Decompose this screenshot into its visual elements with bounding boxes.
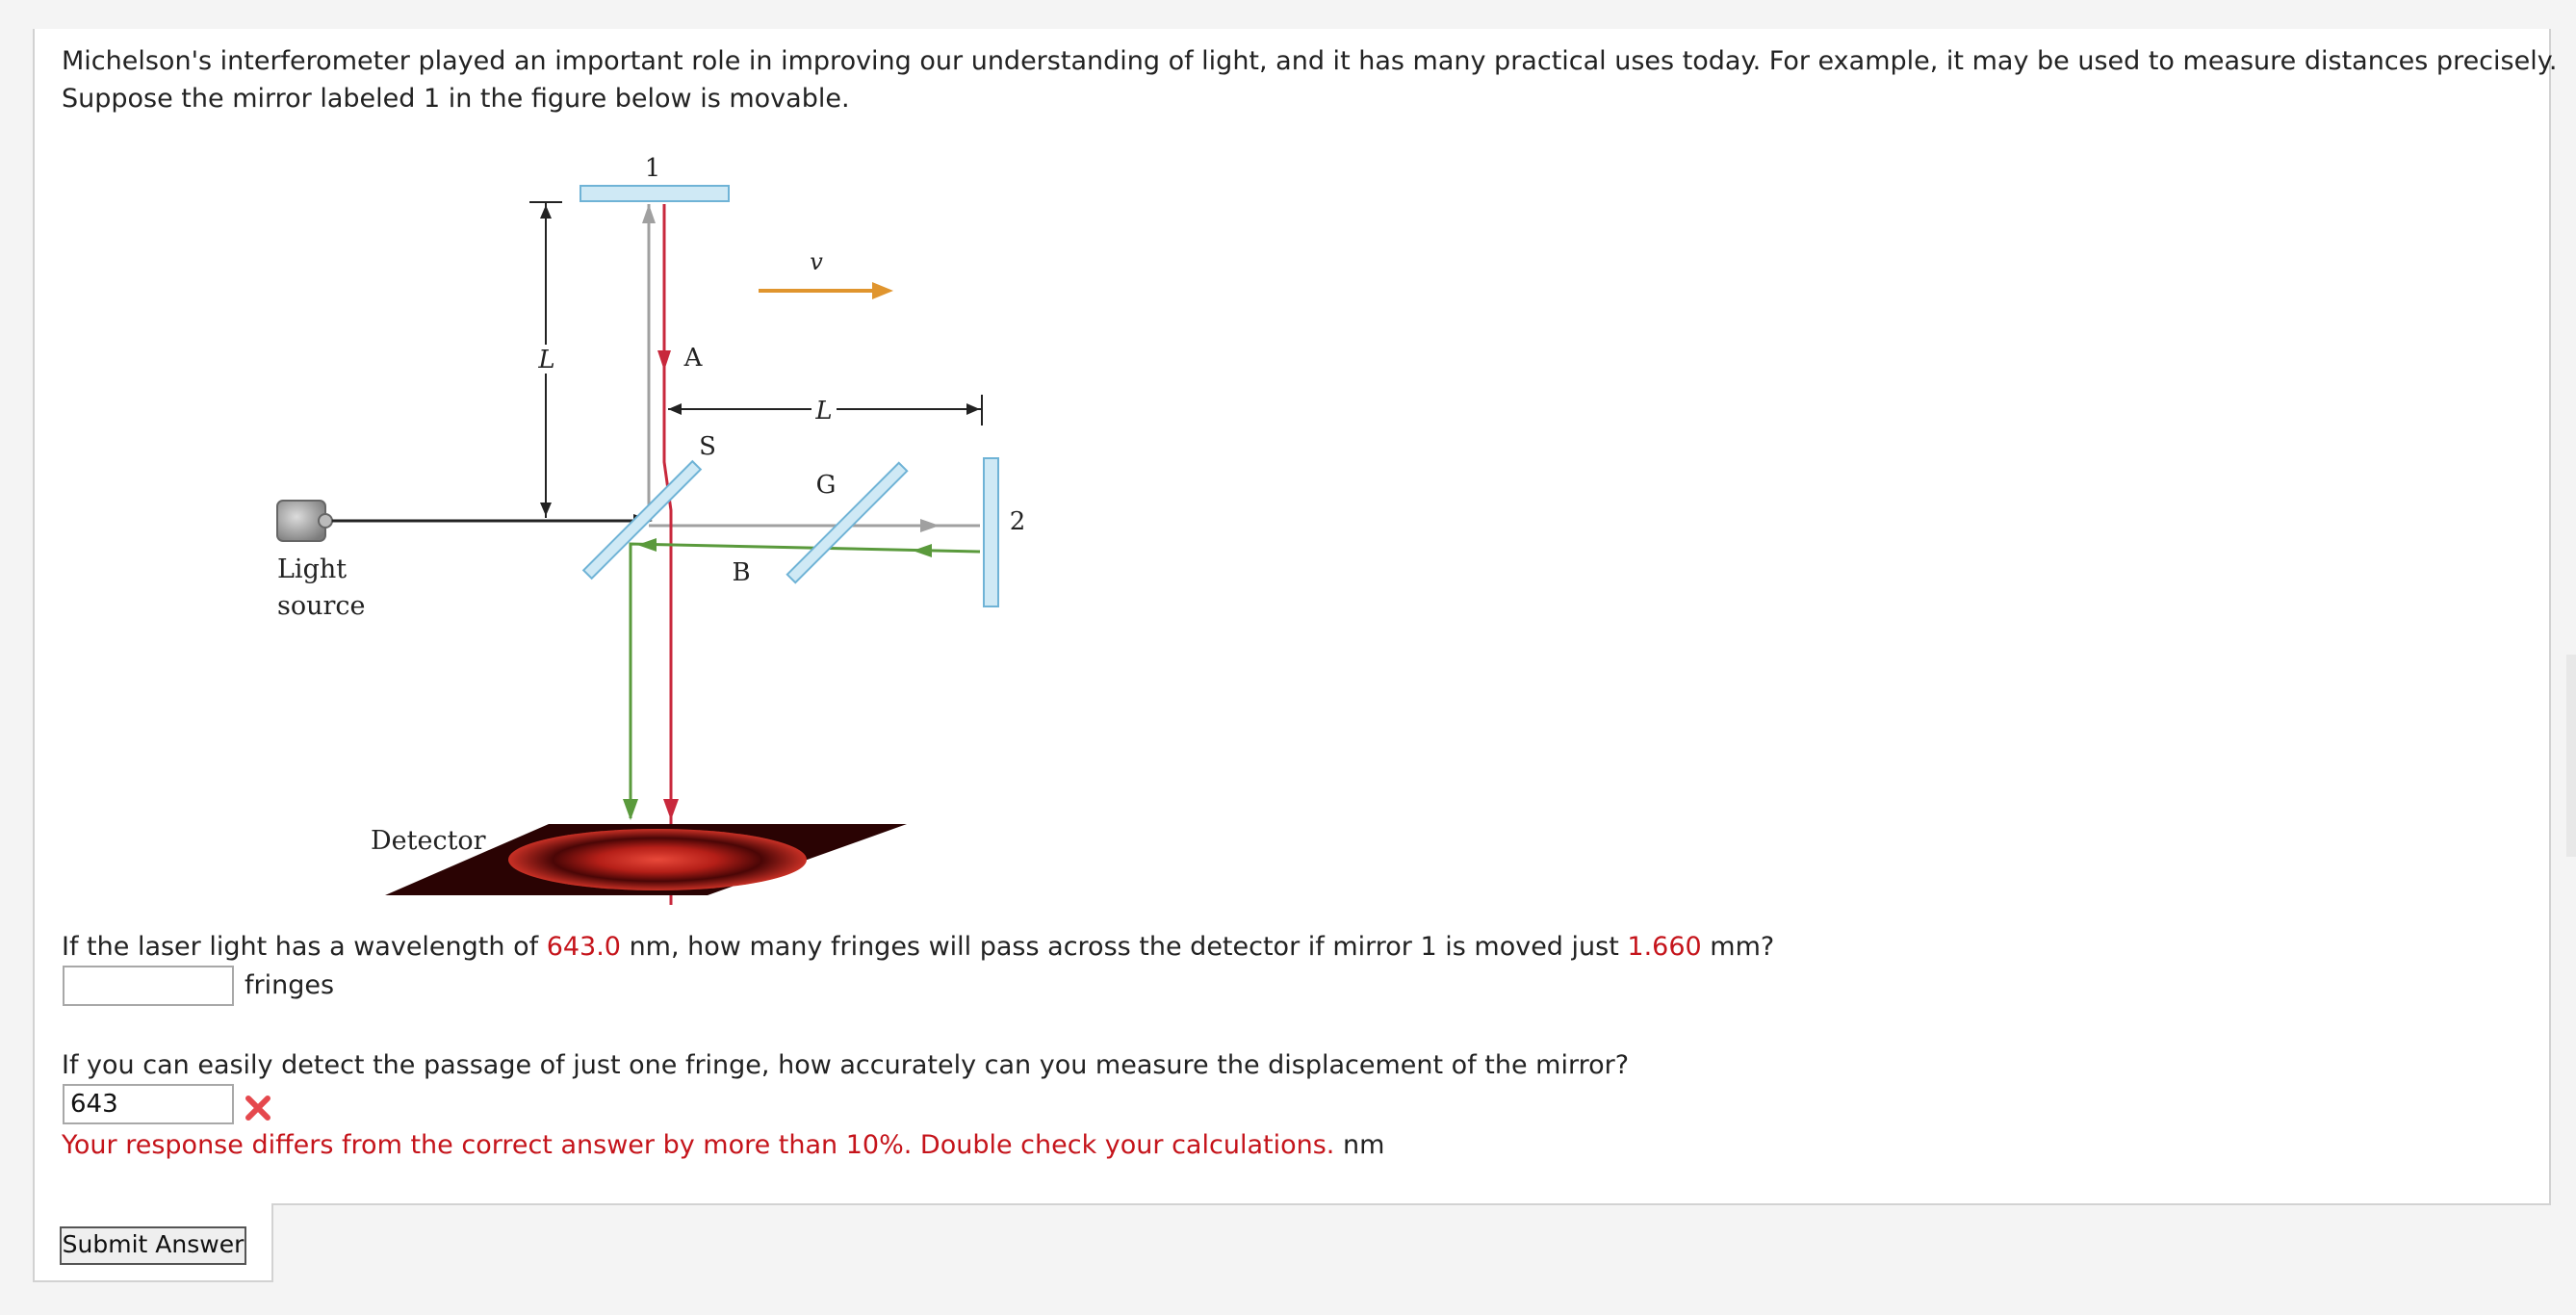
green-arrowhead-bottom xyxy=(623,799,638,820)
beam-a-label: A xyxy=(683,344,703,373)
question-1-text-c: mm? xyxy=(1701,932,1775,962)
velocity-label: v xyxy=(810,248,823,275)
length-label-vertical: L xyxy=(538,346,555,374)
distance-value: 1.660 xyxy=(1627,932,1702,962)
feedback-message: Your response differs from the correct answer by more than 10%. Double check your calculations. xyxy=(62,1130,1335,1160)
fringe-pattern xyxy=(508,829,807,890)
beam-b-label: B xyxy=(732,558,751,587)
glass-label: G xyxy=(815,471,837,500)
question-2-text: If you can easily detect the passage of just one fringe, how accurately can you measure the displacement of the mirror? xyxy=(62,1050,1630,1080)
incorrect-x-icon xyxy=(245,1095,271,1122)
mirror-1-label: 1 xyxy=(644,154,661,183)
dimension-arrow-right xyxy=(966,403,980,415)
question-1-text xyxy=(62,928,1774,967)
fringes-unit: fringes xyxy=(245,970,335,1000)
green-beam-b xyxy=(631,544,980,818)
red-arrowhead-bottom xyxy=(663,799,679,820)
gray-arrowhead-up xyxy=(642,204,656,223)
light-source-label-2: source xyxy=(277,591,366,621)
green-arrowhead-right xyxy=(913,544,932,557)
dimension-arrow-up xyxy=(540,205,552,219)
question-1-text-a: If the laser light has a wavelength of xyxy=(62,932,547,962)
fringes-input[interactable] xyxy=(63,966,234,1006)
red-arrowhead-mid xyxy=(657,350,671,371)
length-label-horizontal: L xyxy=(815,397,833,425)
gray-arrowhead-right xyxy=(920,519,940,532)
compensator-plate xyxy=(787,463,907,582)
intro-line-2: Suppose the mirror labeled 1 in the figure below is movable. xyxy=(62,84,850,114)
scrollbar-track[interactable] xyxy=(2566,655,2576,857)
green-arrowhead-left xyxy=(637,538,657,552)
wavelength-value: 643.0 xyxy=(546,932,621,962)
displacement-unit: nm xyxy=(1342,1130,1385,1160)
feedback-line xyxy=(62,1126,1384,1165)
splitter-label: S xyxy=(699,432,716,461)
light-source-label-1: Light xyxy=(277,554,348,584)
mirror-1 xyxy=(580,186,729,201)
mirror-2 xyxy=(984,458,998,606)
dimension-arrow-down xyxy=(540,503,552,516)
displacement-input[interactable] xyxy=(63,1084,234,1124)
light-source-lens xyxy=(319,514,332,528)
top-bar xyxy=(0,0,2576,29)
question-1-text-b: nm, how many fringes will pass across the detector if mirror 1 is moved just xyxy=(620,932,1628,962)
dimension-arrow-left xyxy=(668,403,682,415)
mirror-2-label: 2 xyxy=(1009,507,1026,536)
velocity-arrowhead xyxy=(872,282,893,299)
detector-label: Detector xyxy=(371,826,486,856)
interferometer-figure xyxy=(260,144,1040,905)
submit-answer-button[interactable]: Submit Answer xyxy=(60,1226,246,1265)
intro-line-1: Michelson's interferometer played an important role in improving our understanding of light, and it has many practical uses today. For example, it may be used to measure distances precisely. xyxy=(62,46,2558,76)
